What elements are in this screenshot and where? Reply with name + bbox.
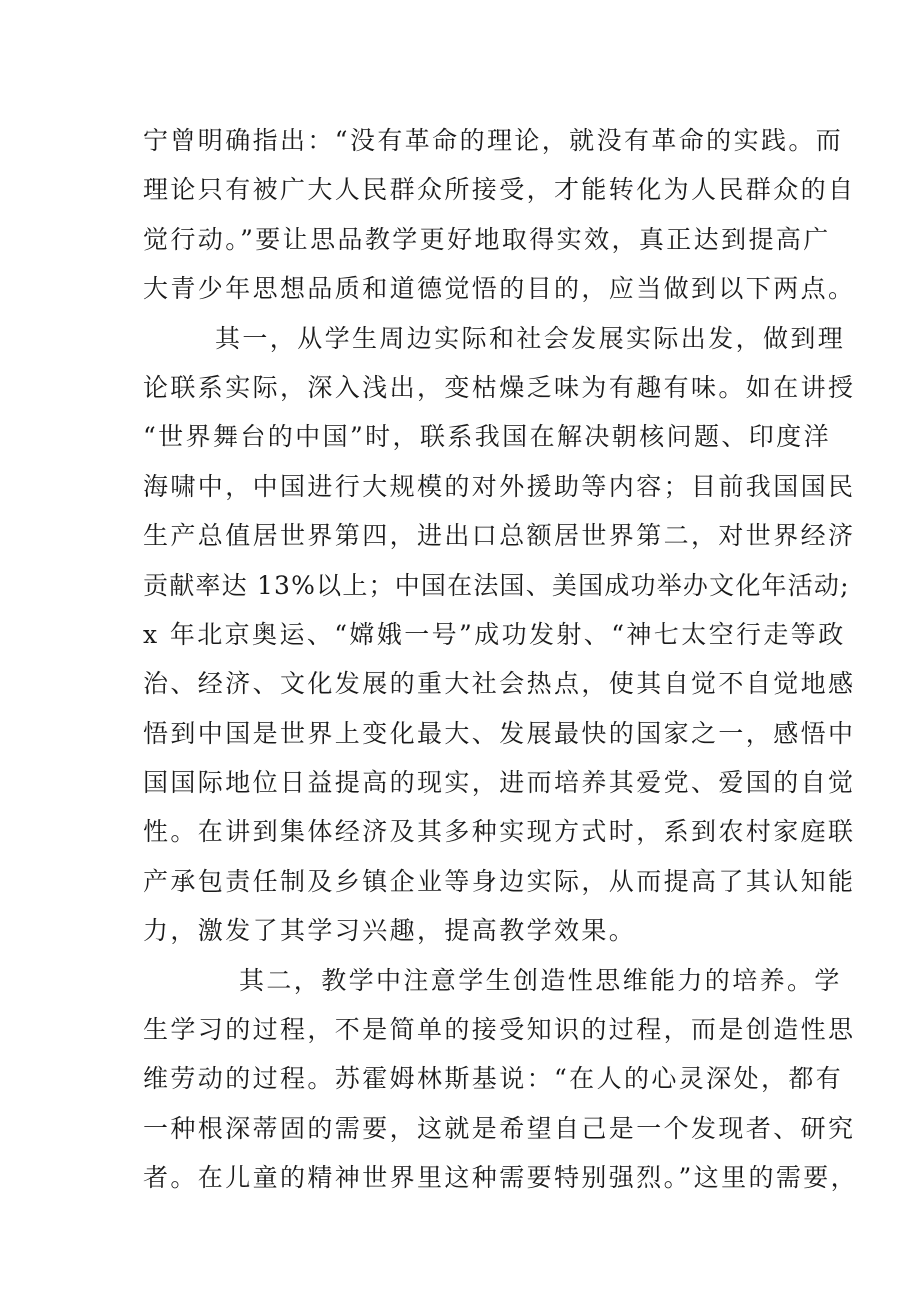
paragraph-point-two: [143, 956, 859, 1203]
text-line: 理论只有被广大人民群众所接受，才能转化为人民群众的自: [143, 175, 856, 205]
body-text: [143, 116, 859, 1203]
text-line: 海啸中，中国进行大规模的对外援助等内容；目前我国国民: [143, 471, 856, 501]
text-line: 论联系实际，深入浅出，变枯燥乏味为有趣有味。如在讲授: [143, 372, 856, 402]
text-line: 一种根深蒂固的需要，这就是希望自己是一个发现者、研究: [143, 1113, 856, 1143]
text-line: “世界舞台的中国”时，联系我国在解决朝核问题、印度洋: [143, 422, 831, 452]
paragraph-intro: [143, 116, 856, 314]
text-line: 力，激发了其学习兴趣，提高教学效果。: [143, 916, 637, 946]
text-line: 生产总值居世界第四，进出口总额居世界第二，对世界经济: [143, 521, 856, 551]
text-line: 生学习的过程，不是简单的接受知识的过程，而是创造性思: [143, 1015, 856, 1045]
text-line: 大青少年思想品质和道德觉悟的目的，应当做到以下两点。: [143, 274, 856, 304]
text-line: 其一，从学生周边实际和社会发展实际出发，做到理: [215, 323, 846, 353]
text-line: 宁曾明确指出：“没有革命的理论，就没有革命的实践。而: [143, 126, 844, 155]
text-line: 国国际地位日益提高的现实，进而培养其爱党、爱国的自觉: [143, 768, 856, 798]
text-line: 产承包责任制及乡镇企业等身边实际，从而提高了其认知能: [143, 866, 856, 896]
text-line: 觉行动。”要让思品教学更好地取得实效，真正达到提高广: [143, 224, 831, 254]
text-line: 治、经济、文化发展的重大社会热点，使其自觉不自觉地感: [143, 669, 856, 699]
text-line: 者。在儿童的精神世界里这种需要特别强烈。”这里的需要，: [143, 1163, 859, 1193]
text-line: 贡献率达 13%以上；中国在法国、美国成功举办文化年活动;: [143, 570, 850, 600]
text-line: x 年北京奥运、“嫦娥一号”成功发射、“神七太空行走等政: [143, 619, 846, 649]
text-line: 悟到中国是世界上变化最大、发展最快的国家之一，感悟中: [143, 718, 856, 748]
paragraph-point-one: [143, 314, 856, 956]
text-line: 维劳动的过程。苏霍姆林斯基说：“在人的心灵深处，都有: [143, 1064, 844, 1094]
text-line: 性。在讲到集体经济及其多种实现方式时，系到农村家庭联: [143, 817, 856, 847]
text-line: 其二，教学中注意学生创造性思维能力的培养。学: [239, 965, 842, 995]
